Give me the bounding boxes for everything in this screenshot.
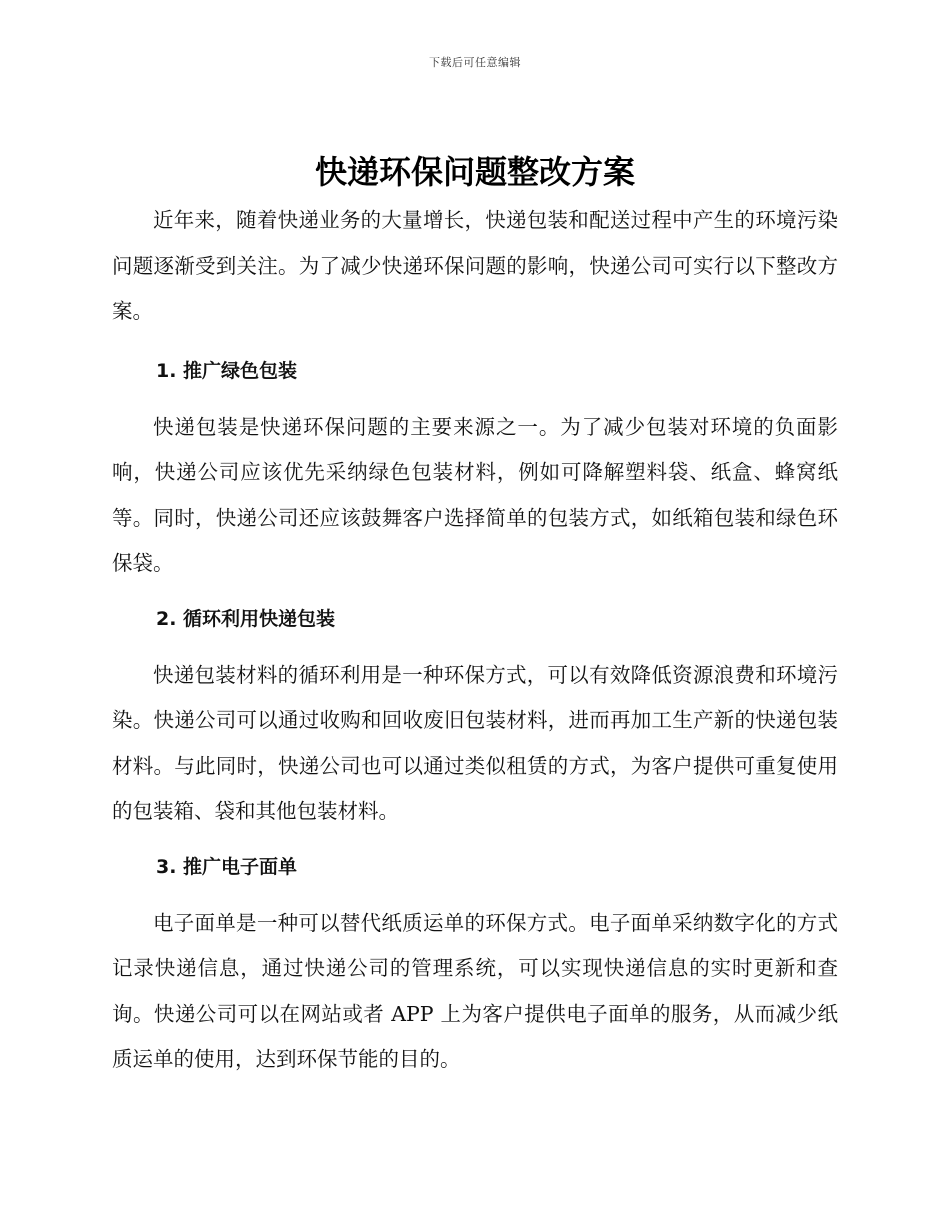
- intro-paragraph: 近年来，随着快递业务的大量增长，快递包装和配送过程中产生的环境污染问题逐渐受到关注。为了减少快递环保问题的影响，快递公司可实行以下整改方案。: [112, 208, 838, 323]
- header-note: 下载后可任意编辑: [429, 56, 521, 69]
- document-body: [112, 198, 838, 1083]
- document-title: 快递环保问题整改方案: [314, 153, 635, 191]
- section-paragraph-recycle-packaging: 快递包装材料的循环利用是一种环保方式，可以有效降低资源浪费和环境污染。快递公司可以通过收购和回收废旧包装材料，进而再加工生产新的快递包装材料。与此同时，快递公司也可以通过类似租赁的方式，为客户提供可重复使用的包装箱、袋和其他包装材料。: [112, 662, 838, 823]
- section-paragraph-electronic-waybill: 电子面单是一种可以替代纸质运单的环保方式。电子面单采纳数字化的方式记录快递信息，通过快递公司的管理系统，可以实现快递信息的实时更新和查询。快递公司可以在网站或者 APP 上为客户提供电子面单的服务，从而减少纸质运单的使用，达到环保节能的目的。: [112, 910, 838, 1071]
- section-paragraph-green-packaging: 快递包装是快递环保问题的主要来源之一。为了减少包装对环境的负面影响，快递公司应该优先采纳绿色包装材料，例如可降解塑料袋、纸盒、蜂窝纸等。同时，快递公司还应该鼓舞客户选择简单的包装方式，如纸箱包装和绿色环保袋。: [112, 414, 838, 575]
- section-heading-electronic-waybill: 3. 推广电子面单: [156, 855, 298, 878]
- section-heading-green-packaging: 1. 推广绿色包装: [156, 359, 298, 382]
- section-heading-recycle-packaging: 2. 循环利用快递包装: [156, 607, 336, 630]
